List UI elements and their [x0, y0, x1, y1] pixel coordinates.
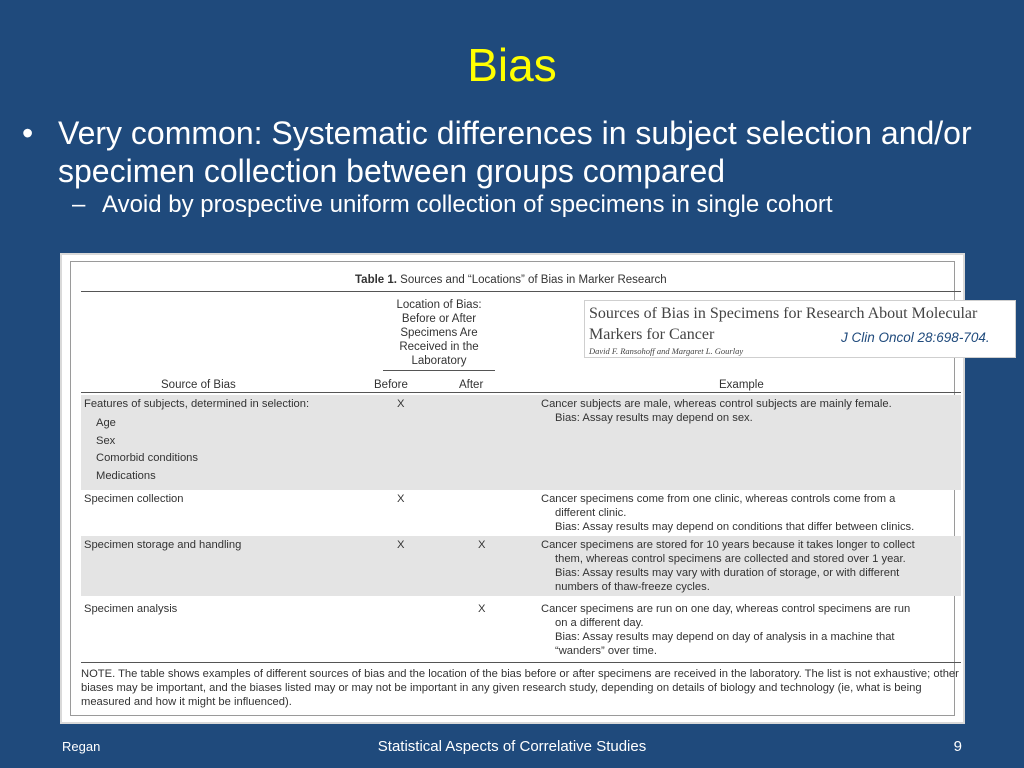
col-header-before: Before [374, 379, 408, 391]
row-example [541, 538, 961, 594]
row-example-line: Cancer specimens come from one clinic, whereas controls come from a [541, 493, 896, 505]
row-example-line: Cancer specimens are stored for 10 years because it takes longer to collect [541, 539, 915, 551]
location-header [383, 298, 495, 368]
col-header-source: Source of Bias [161, 379, 236, 391]
slide-title: Bias [467, 39, 557, 91]
table-top-rule [81, 291, 961, 292]
row-sub-item: Age [96, 417, 116, 429]
row-before-mark: X [397, 493, 405, 505]
col-header-example: Example [719, 379, 764, 391]
location-header-line: Location of Bias: [396, 299, 482, 311]
row-example-line: different clinic. [555, 507, 627, 519]
row-example-line: Bias: Assay results may vary with duration of storage, or with different [555, 567, 900, 579]
table-row [81, 395, 961, 490]
row-source: Specimen collection [84, 493, 184, 505]
row-example-line: Bias: Assay results may depend on sex. [555, 412, 753, 424]
row-example [541, 397, 961, 425]
bullet-text: Very common: Systematic differences in subject selection and/or specimen collection between groups compared [58, 115, 972, 189]
row-source: Specimen analysis [84, 603, 178, 615]
table-frame [70, 261, 990, 716]
location-header-rule [383, 370, 495, 371]
location-header-line: Before or After [401, 313, 477, 325]
footer-title: Statistical Aspects of Correlative Studies [377, 738, 647, 755]
row-example [541, 492, 961, 534]
row-sub-list [84, 415, 374, 485]
row-source-text: Features of subjects, determined in selection: [84, 398, 310, 410]
header-bottom-rule [81, 392, 961, 393]
location-header-line: Received in the [399, 341, 479, 353]
subbullet-text: Avoid by prospective uniform collection of specimens in single cohort [102, 191, 833, 218]
row-example-line: them, whereas control specimens are collected and stored over 1 year. [555, 553, 906, 565]
row-source: Specimen storage and handling [84, 539, 242, 551]
location-header-line: Laboratory [411, 355, 467, 367]
table-figure [60, 253, 990, 724]
subbullet-marker: – [72, 191, 86, 218]
table-row [81, 596, 961, 660]
row-sub-item: Medications [96, 469, 156, 482]
citation-authors: David F. Ransohoff and Margaret L. Gourlay [589, 346, 744, 356]
location-header-line: Specimens Are [400, 327, 478, 339]
row-example-line: Cancer specimens are run on one day, whereas control specimens are run [541, 603, 911, 615]
row-source [84, 397, 374, 485]
slide-number: 9 [953, 738, 962, 755]
table-row [81, 490, 961, 536]
footer-author: Regan [62, 739, 101, 754]
row-example-line: Cancer subjects are male, whereas control subjects are mainly female. [541, 398, 892, 410]
citation-box [584, 300, 1016, 358]
row-sub-item: Sex [96, 434, 116, 447]
row-example [541, 602, 961, 658]
row-example-line: Bias: Assay results may depend on conditions that differ between clinics. [555, 521, 915, 533]
row-sub-item: Comorbid conditions [96, 452, 198, 464]
row-example-line: numbers of thaw-freeze cycles. [555, 581, 710, 593]
citation-title: Sources of Bias in Specimens for Research About Molecular Markers for Cancer [589, 305, 978, 343]
col-header-after: After [459, 379, 484, 391]
table-note: NOTE. The table shows examples of different sources of bias and the location of the bias before or after specimens are received in the laboratory. The list is not exhaustive; other biases may be important, and the biases listed may or may not be important in any given research study, depending on details of biology and technology (ie, what is being measured and how it might be influenced). [81, 662, 961, 709]
table-caption [355, 274, 667, 286]
citation-journal: J Clin Oncol 28:698-704. [841, 330, 990, 345]
table-row [81, 536, 961, 596]
table-caption-label: Table 1. [355, 274, 397, 286]
row-before-mark: X [397, 539, 405, 551]
table-caption-text: Sources and “Locations” of Bias in Marker Research [396, 274, 667, 286]
row-after-mark: X [478, 539, 486, 551]
row-example-line: “wanders” over time. [555, 645, 657, 657]
row-example-line: on a different day. [555, 617, 644, 629]
row-example-line: Bias: Assay results may depend on day of analysis in a machine that [555, 631, 895, 643]
row-before-mark: X [397, 398, 405, 410]
bullet-marker: • [22, 115, 34, 151]
row-after-mark: X [478, 603, 486, 615]
